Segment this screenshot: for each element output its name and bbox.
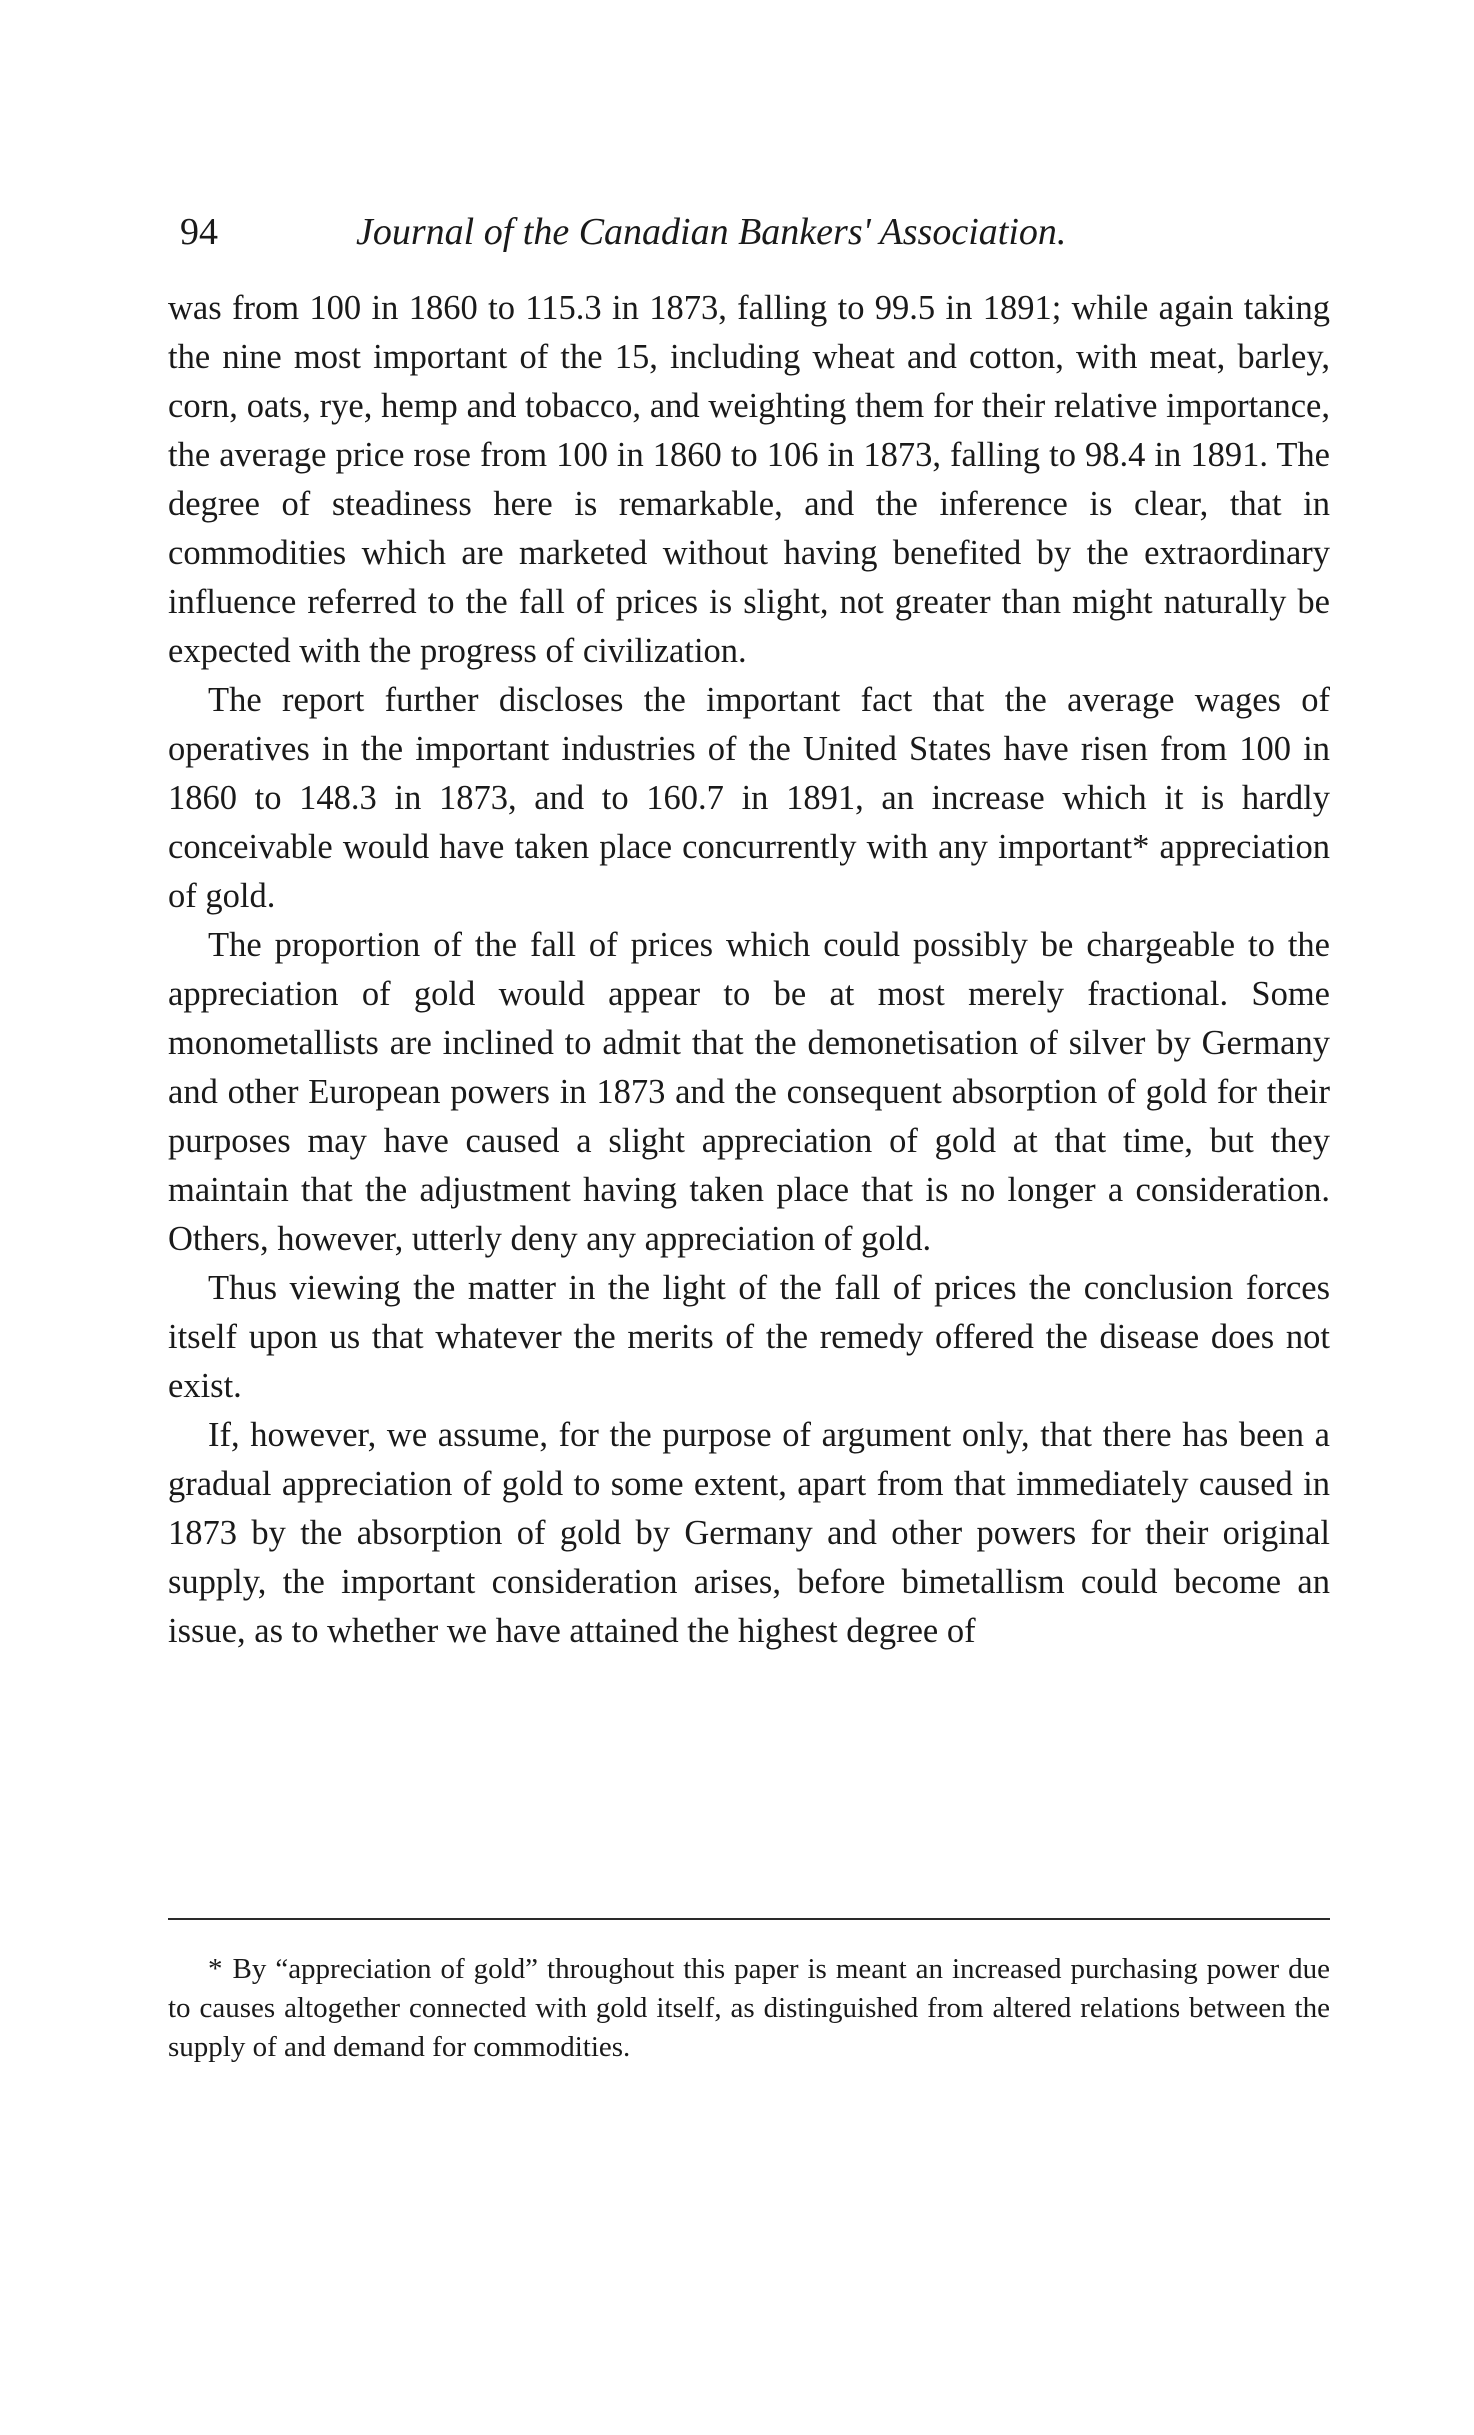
page-number: 94: [180, 211, 218, 253]
footnote: [168, 1950, 1330, 2067]
footnote-divider: [168, 1918, 1330, 1920]
paragraph-continued: was from 100 in 1860 to 115.3 in 1873, falling to 99.5 in 1891; while again taking the nine most important of the 15, including wheat and cotton, with meat, barley, corn, oats, rye, hemp and tobacco, and weighting them for their relative importance, the average price rose from 100 in 1860 to 106 in 1873, falling to 98.4 in 1891. The degree of steadiness here is remarkable, and the inference is clear, that in commodities which are marketed without having benefited by the extraordinary influence referred to the fall of prices is slight, not greater than might naturally be expected with the progress of civilization.: [168, 289, 1330, 670]
running-title: Journal of the Canadian Bankers' Association.: [356, 211, 1067, 253]
body-text: [168, 284, 1330, 1656]
paragraph-assumption: If, however, we assume, for the purpose of argument only, that there has been a gradual appreciation of gold to some extent, apart from that immediately caused in 1873 by the absorption of gold by Germany and other powers for their original supply, the important consideration arises, before bimetallism could become an issue, as to whether we have attained the highest degree of: [168, 1416, 1330, 1650]
running-header: [168, 204, 1330, 260]
footnote-marker: *: [208, 1953, 223, 1985]
paragraph-proportion: The proportion of the fall of prices which could possibly be chargeable to the appreciation of gold would appear to be at most merely fractional. Some monometallists are inclined to admit that the demonetisation of silver by Germany and other European powers in 1873 and the consequent absorption of gold for their purposes may have caused a slight appreciation of gold at that time, but they maintain that the adjustment having taken place that is no longer a consideration. Others, however, utterly deny any appreciation of gold.: [168, 926, 1330, 1258]
paragraph-conclusion: Thus viewing the matter in the light of the fall of prices the conclusion forces itself upon us that whatever the merits of the remedy offered the disease does not exist.: [168, 1269, 1330, 1405]
footnote-text: By “appreciation of gold” throughout this paper is meant an increased purchasing power due to causes altogether connected with gold itself, as distinguished from altered relations between the supply of and demand for commodities.: [168, 1953, 1330, 2063]
paragraph-wages: The report further discloses the important fact that the average wages of operatives in the important industries of the United States have risen from 100 in 1860 to 148.3 in 1873, and to 160.7 in 1891, an increase which it is hardly conceivable would have taken place concurrently with any important* appreciation of gold.: [168, 681, 1330, 915]
footnote-paragraph: [168, 1950, 1330, 2067]
